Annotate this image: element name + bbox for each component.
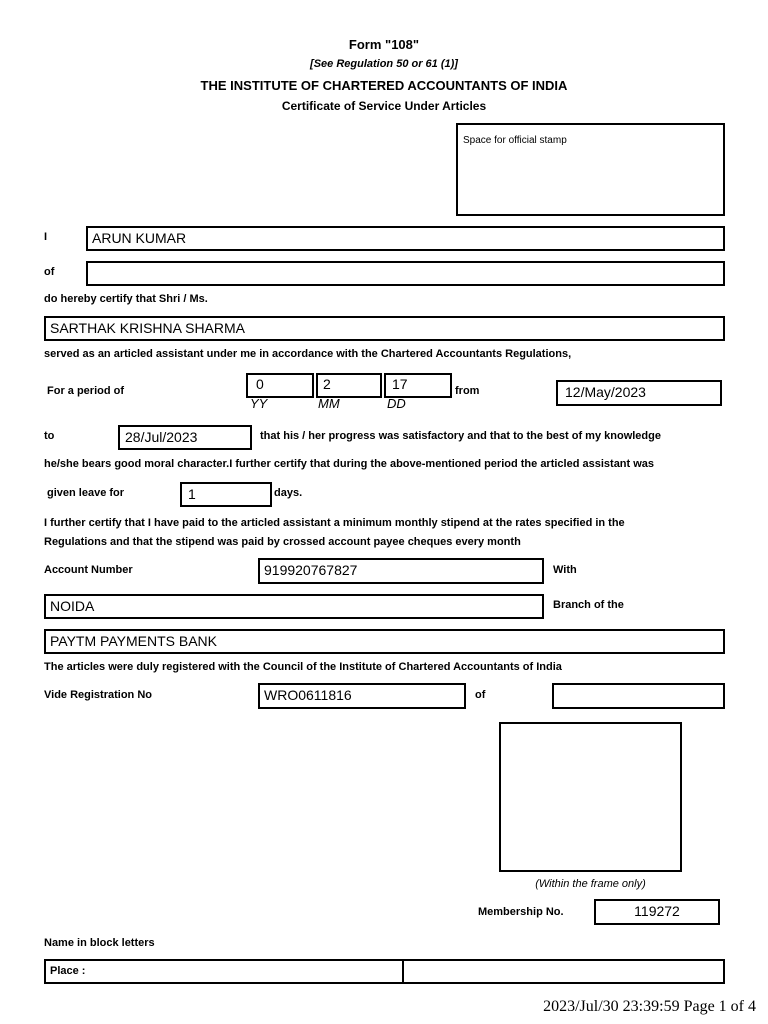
dd-label: DD (387, 396, 406, 411)
progress-text: that his / her progress was satisfactory and that to the best of my knowledge (260, 430, 661, 442)
account-number-field[interactable] (258, 558, 544, 584)
firm-address-field[interactable] (86, 261, 725, 286)
registration-number-field[interactable] (258, 683, 466, 709)
to-date-field[interactable] (118, 425, 252, 450)
period-years-field[interactable] (246, 373, 314, 398)
period-label: For a period of (47, 385, 124, 397)
branch-value: NOIDA (50, 598, 95, 614)
official-stamp-box (456, 123, 725, 216)
membership-number-field[interactable] (594, 899, 720, 925)
character-text: he/she bears good moral character.I further certify that during the above-mentioned period the articled assistant was (44, 458, 655, 470)
place-label: Place : (50, 965, 86, 977)
from-label: from (455, 385, 480, 397)
from-date-value: 12/May/2023 (565, 384, 646, 400)
with-label: With (553, 564, 577, 576)
account-number-value: 919920767827 (264, 562, 358, 578)
days-label: days. (274, 487, 303, 499)
branch-field[interactable] (44, 594, 544, 619)
to-label: to (44, 430, 55, 442)
period-days-value: 17 (392, 376, 408, 392)
i-label: I (44, 231, 48, 243)
of-label: of (44, 266, 55, 278)
place-field[interactable] (44, 959, 404, 984)
stipend-text-line2: Regulations and that the stipend was paid by crossed account payee cheques every month (44, 536, 521, 548)
stipend-text-line1: I further certify that I have paid to the articled assistant a minimum monthly stipend at the rates specified in the (44, 517, 625, 529)
to-date-value: 28/Jul/2023 (125, 429, 198, 445)
stamp-label: Space for official stamp (463, 135, 567, 146)
certificate-title: Certificate of Service Under Articles (281, 99, 487, 113)
from-date-field[interactable] (556, 380, 722, 406)
membership-number-value: 119272 (634, 903, 680, 919)
principal-name-field[interactable] (86, 226, 725, 251)
page-footer-timestamp: 2023/Jul/30 23:39:59 Page 1 of 4 (543, 998, 756, 1015)
block-letters-label: Name in block letters (44, 937, 155, 949)
account-number-label: Account Number (44, 564, 133, 576)
institute-title: THE INSTITUTE OF CHARTERED ACCOUNTANTS OF INDIA (200, 78, 568, 93)
leave-days-value: 1 (188, 486, 196, 502)
period-months-field[interactable] (316, 373, 382, 398)
period-months-value: 2 (323, 376, 331, 392)
branch-label: Branch of the (553, 599, 624, 611)
yy-label: YY (250, 396, 268, 411)
of2-label: of (475, 689, 486, 701)
bank-name-value: PAYTM PAYMENTS BANK (50, 633, 217, 649)
registration-date-field[interactable] (552, 683, 725, 709)
student-name-value: SARTHAK KRISHNA SHARMA (50, 320, 246, 336)
regulation-reference: [See Regulation 50 or 61 (1)] (310, 58, 458, 70)
leave-label: given leave for (47, 487, 125, 499)
served-text: served as an articled assistant under me in accordance with the Chartered Accountants Regulations, (44, 348, 572, 360)
leave-days-field[interactable] (180, 482, 272, 507)
membership-label: Membership No. (478, 906, 564, 918)
photo-caption: (Within the frame only) (535, 878, 646, 890)
period-years-value: 0 (256, 376, 264, 392)
certify-text: do hereby certify that Shri / Ms. (44, 293, 208, 305)
registration-number-value: WRO0611816 (264, 687, 352, 703)
mm-label: MM (318, 396, 340, 411)
principal-name-value: ARUN KUMAR (92, 230, 187, 246)
form-number: Form "108" (348, 37, 420, 52)
place-value-field[interactable] (402, 959, 725, 984)
photo-frame (499, 722, 682, 872)
registration-label: Vide Registration No (44, 689, 152, 701)
period-days-field[interactable] (384, 373, 452, 398)
student-name-field[interactable] (44, 316, 725, 341)
registered-text: The articles were duly registered with the Council of the Institute of Chartered Accountants of India (44, 661, 562, 673)
bank-name-field[interactable] (44, 629, 725, 654)
